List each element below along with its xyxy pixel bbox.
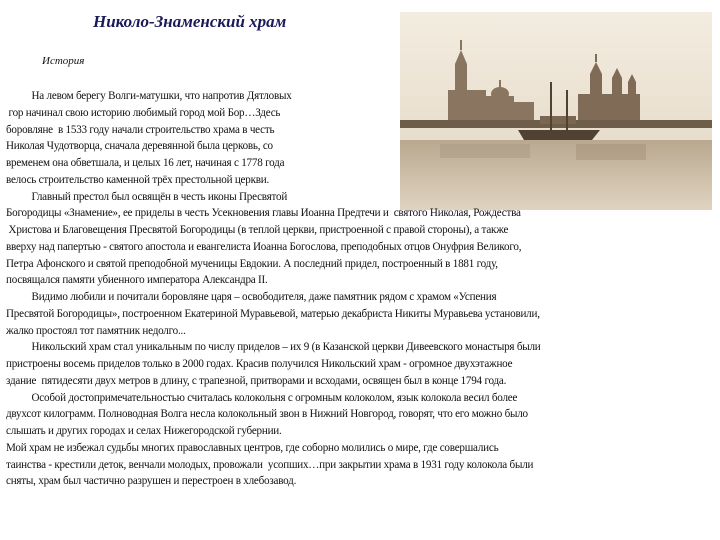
body-line: сняты, храм был частично разрушен и перестроен в хлебозавод.: [6, 475, 297, 488]
body-line: двухсот килограмм. Полноводная Волга несла колокольный звон в Нижний Новгород, говорят, что его можно было: [6, 408, 528, 421]
body-line: временем она обветшала, и целых 16 лет, начиная с 1778 года: [6, 157, 285, 169]
body-line: Мой храм не избежал судьбы многих православных центров, где соборно молились о мире, где совершались: [6, 441, 499, 454]
body-line: Петра Афонского и святой преподобной мученицы Евдокии. А последний придел, построенный в 1881 году,: [6, 257, 498, 270]
body-line: таинства - крестили деток, венчали молодых, провожали усопших…при закрытии храма в 1931 году колокола были: [6, 458, 534, 471]
body-line: Особой достопримечательностью считалась колокольня с огромным колоколом, язык колокола весил более: [6, 391, 518, 404]
body-line: Никольский храм стал уникальным по числу приделов – их 9 (в Казанской церкви Дивеевского монастыря были: [6, 341, 541, 354]
body-line: Богородицы «Знамение», ее приделы в честь Усекновения главы Иоанна Предтечи и святого Николая, Рождества: [6, 207, 521, 220]
body-line: вверху над папертью - святого апостола и евангелиста Иоанна Богослова, преподобных отцов Онуфрия Великого,: [6, 240, 522, 253]
body-line: Главный престол был освящён в честь иконы Пресвятой: [6, 190, 288, 203]
body-line: жалко простоял тот памятник недолго...: [6, 324, 186, 337]
body-line: Видимо любили и почитали боровляне царя – освободителя, даже памятник рядом с храмом «Успения: [6, 291, 497, 303]
body-line: посвящался памяти убиенного императора Александра II.: [6, 274, 268, 287]
body-line: велось строительство каменной трёх престольной церкви.: [6, 173, 270, 186]
body-line: Христова и Благовещения Пресвятой Богородицы (в теплой церкви, пристроенной с правой стороны), а также: [6, 224, 509, 236]
body-line: слышать и других городах и селах Нижегородской губернии.: [6, 425, 282, 437]
body-line: Николая Чудотворца, сначала деревянной была церковь, со: [6, 140, 273, 153]
body-line: пристроены восемь приделов только в 2000 годах. Красив получился Никольский храм - огромное двухэтажное: [6, 358, 513, 370]
article-body: [6, 88, 715, 490]
section-subtitle: История: [42, 55, 85, 67]
body-line: боровляне в 1533 году начали строительство храма в честь: [6, 123, 275, 136]
body-line: На левом берегу Волги-матушки, что напротив Дятловых: [6, 90, 292, 102]
body-line: здание пятидесяти двух метров в длину, с трапезной, притворами и всходами, освящен был в конце 1794 года.: [6, 374, 507, 387]
body-line: Пресвятой Богородицы», построенном Екатериной Муравьевой, матерью декабриста Никиты Муравьева установили,: [6, 307, 540, 320]
page-title: Николо-Знаменский храм: [93, 12, 287, 31]
body-line: гор начинал свою историю любимый город мой Бор…Здесь: [6, 106, 281, 119]
